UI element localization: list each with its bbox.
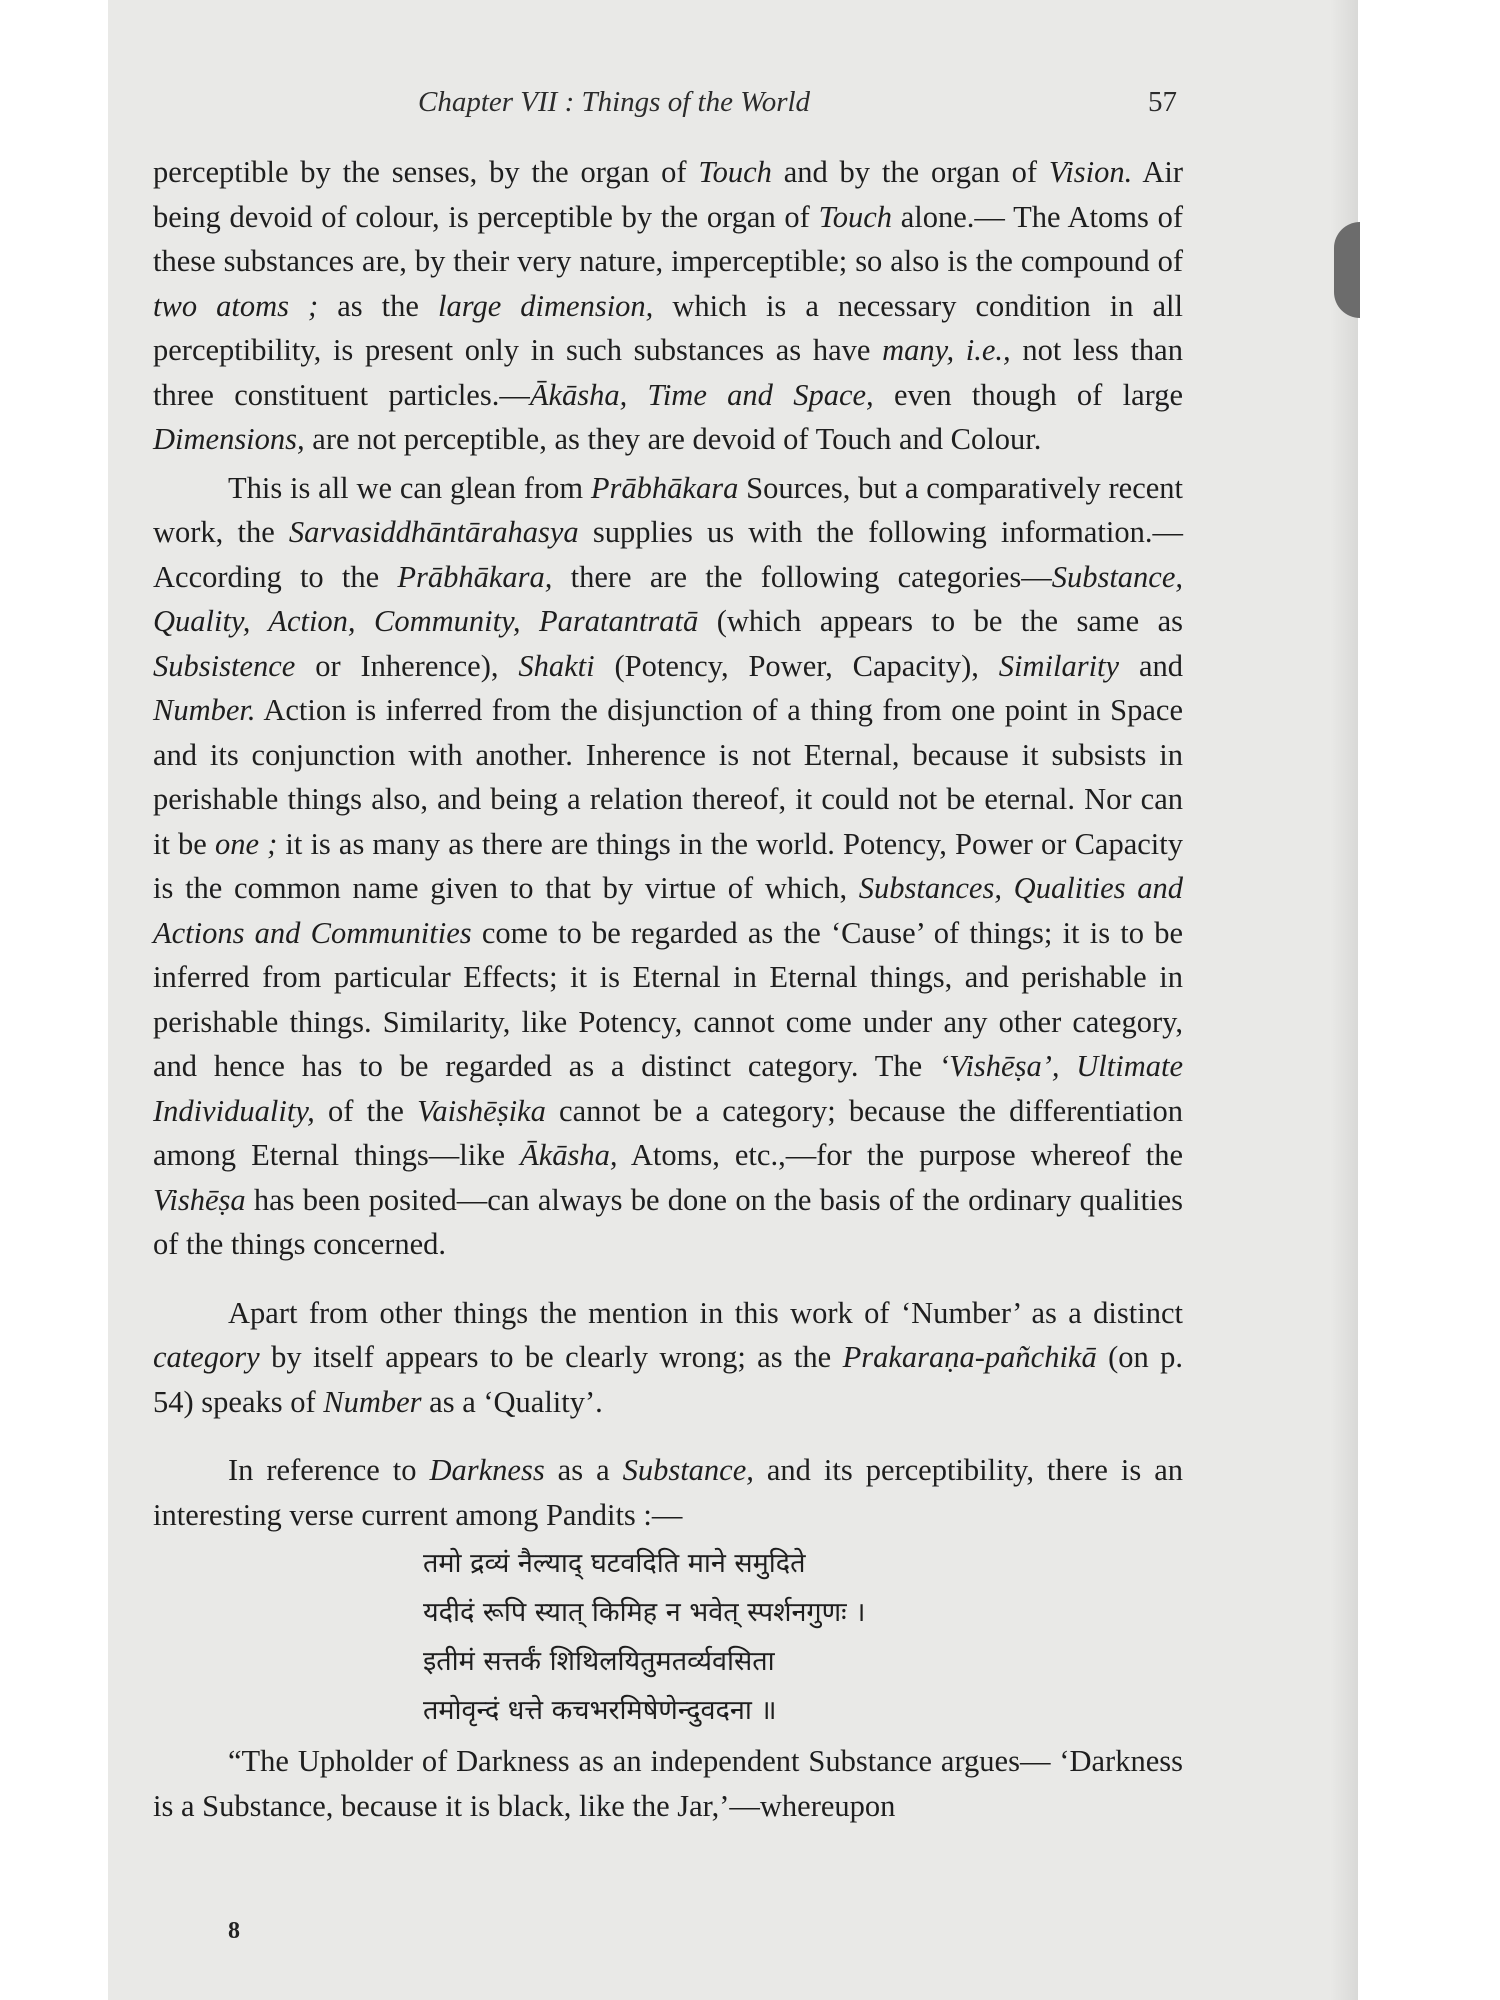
text-run: Action is inferred from the disjunction of a thing from one point in Space and its conjunction with another. Inherence is not Eternal, because it subsists in perishable things also, and being a relation thereof, it could not be eternal. Nor can it be [153,693,1183,861]
italic-run: large dimension, [438,288,654,323]
paragraph-2 [153,466,1183,1267]
italic-run: Prābhākara [590,470,739,505]
text-run: it is as many as there are things in the world. Potency, Power or Capacity is the common name given to that by virtue of which, [153,826,1183,905]
running-head: Chapter VII : Things of the World [418,86,811,118]
text-run: as a [544,1453,623,1487]
paragraph-5: “The Upholder of Darkness as an independent Substance argues— ‘Darkness is a Substance, because it is black, like the Jar,’—whereupon [153,1744,1183,1823]
text-run: (which appears to be the same as [698,604,1183,638]
text-run: even though of large [873,377,1183,412]
italic-run: Substances, Qualities and Actions and Communities [153,871,1183,950]
text-run: as the [318,288,438,323]
paragraph-3 [153,1291,1183,1425]
text-run: Atoms, etc.,—for the purpose whereof the [617,1138,1183,1172]
signature-mark: 8 [228,1918,240,1944]
verse-line-2: यदीदं रूपि स्यात् किमिह न भवेत् स्पर्शनगुणः । [423,1597,866,1628]
text-run: and [1119,648,1183,683]
text-run: In reference to [228,1453,430,1487]
italic-run: Vishēṣa [153,1182,246,1217]
text-run: (Potency, Power, Capacity), [594,648,999,683]
text-run: has been posited—can always be done on the basis of the ordinary qualities of the things concerned. [153,1182,1183,1261]
text-run: Sources, but a comparatively recent work, the [153,470,1183,549]
text-run: Apart from other things the mention in this work of ‘Number’ as a distinct [228,1295,1183,1330]
italic-run: Dimensions, [153,422,305,456]
italic-run: Vaishēṣika [417,1093,546,1128]
text-run: supplies us with the following information.—According to the [153,515,1183,594]
italic-run: one ; [214,826,278,861]
italic-run: Sarvasiddhāntārahasya [288,515,579,549]
italic-run: Darkness [429,1453,545,1487]
page-number: 57 [1148,86,1177,118]
italic-run: Substance, Quality, Action, Community, Paratantratā [153,559,1183,638]
text-run: come to be regarded as the ‘Cause’ of things; it is to be inferred from particular Effects; it is Eternal in Eternal things, and perishable in perishable things. Similarity, like Potency, cannot come under any other category, and hence has to be regarded as a distinct category. The [153,915,1183,1083]
italic-run: Ākāsha, [520,1138,618,1172]
italic-run: Shakti [518,648,595,683]
italic-run: many, i.e., [882,333,1011,367]
text-run: and by the organ of [771,155,1049,189]
text-run: or Inherence), [295,648,519,683]
body-text [153,150,1183,1828]
italic-run: Ākāsha, Time and Space, [529,377,874,412]
verse-line-3: इतीमं सत्तर्कं शिथिलयितुमतर्व्यवसिता [423,1646,775,1677]
italic-run: Substance, [622,1453,754,1487]
text-run: there are the following categories— [552,559,1052,594]
italic-run: Vision. [1048,155,1133,189]
text-run: of the [314,1093,418,1128]
verse-line-4: तमोवृन्दं धत्ते कचभरमिषेणेन्दुवदना ॥ [423,1695,777,1726]
text-run: as a ‘Quality’. [421,1384,603,1419]
text-run: by itself appears to be clearly wrong; as the [259,1340,843,1374]
page-edge-mark [1334,222,1360,318]
italic-run: Number. [153,693,256,727]
paragraph-4 [153,1448,1183,1537]
italic-run: two atoms ; [153,288,319,323]
paragraph-1 [153,150,1183,462]
italic-run: Number [323,1384,422,1419]
sanskrit-verse [423,1539,1183,1735]
text-run: This is all we can glean from [228,470,591,505]
italic-run: Prābhākara, [397,559,553,594]
text-run: cannot be a category; because the differentiation among Eternal things—like [153,1093,1183,1172]
verse-line-1: तमो द्रव्यं नैल्याद् घटवदिति माने समुदिते [423,1548,806,1579]
text-run: not less than three constituent particles.— [153,333,1183,412]
text-run: (on p. 54) speaks of [153,1340,1183,1419]
text-run: and its perceptibility, there is an interesting verse current among Pandits :— [153,1453,1183,1532]
text-run: alone.— The Atoms of these substances are, by their very nature, imperceptible; so also is the compound of [153,199,1183,278]
italic-run: Similarity [998,648,1120,683]
italic-run: category [153,1340,260,1374]
italic-run: ‘Vishēṣa’, Ultimate Individuality, [153,1049,1184,1128]
text-run: Air being devoid of colour, is perceptible by the organ of [153,155,1183,234]
italic-run: Touch [698,155,772,189]
text-run: perceptible by the senses, by the organ of [153,155,699,189]
text-run: which is a necessary condition in all perceptibility, is present only in such substances as have [153,288,1184,367]
text-run: are not perceptible, as they are devoid of Touch and Colour. [304,422,1042,456]
italic-run: Prakaraṇa-pañchikā [842,1340,1097,1374]
italic-run: Touch [818,199,893,234]
italic-run: Subsistence [153,648,296,683]
